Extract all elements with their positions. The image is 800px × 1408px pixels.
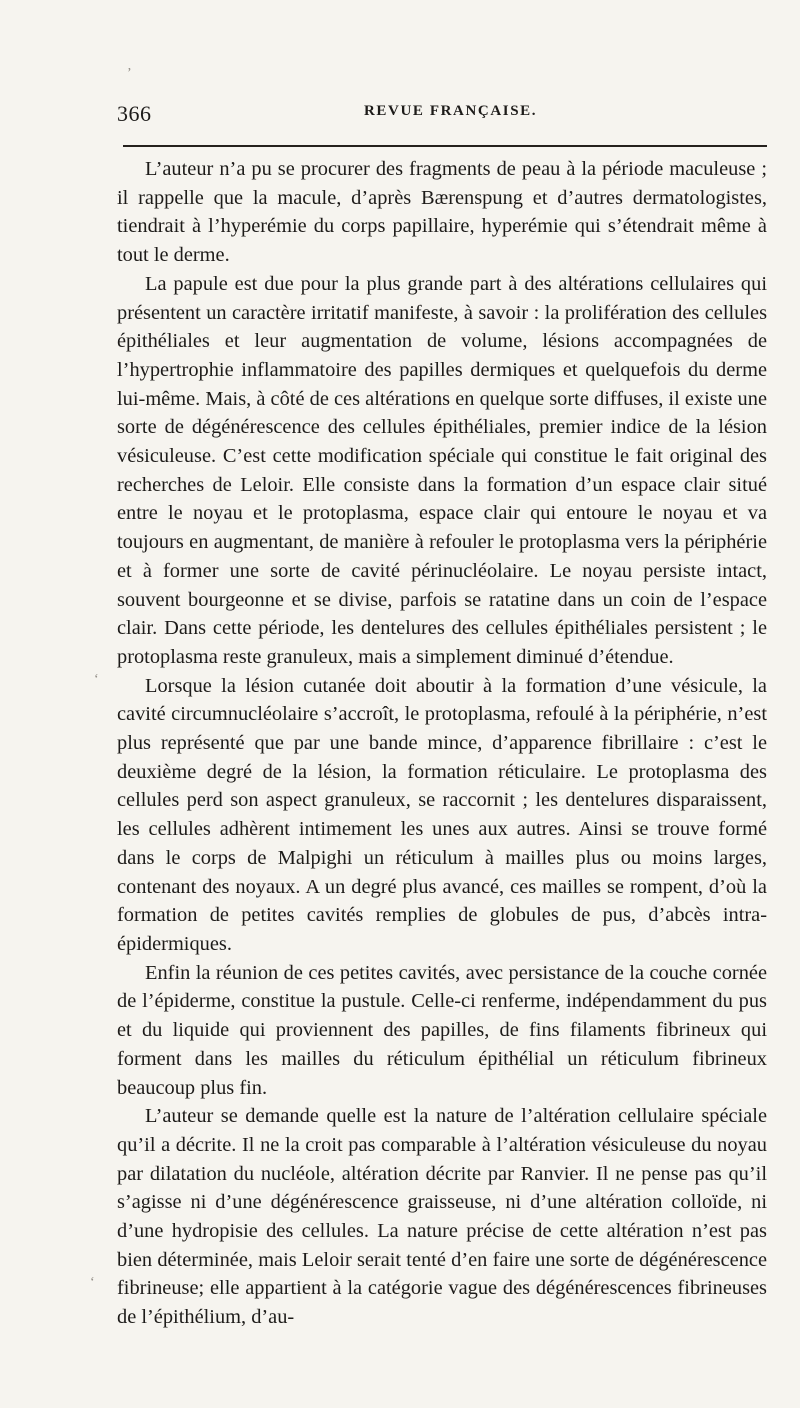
page-number: 366 (117, 101, 152, 126)
paragraph: Lorsque la lésion cutanée doit aboutir à la formation d’une vésicule, la cavité circumnucléolaire s’accroît, le protoplasma, refoulé à la périphérie, n’est plus représenté que par une bande mince, d’apparence fibrillaire : c’est le deuxième degré de la lésion, la formation réticulaire. Le protoplasma des cellules perd son aspect granuleux, se raccornit ; les dentelures disparaissent, les cellules adhèrent intimement les unes aux autres. Ainsi se trouve formé dans le corps de Malpighi un réticulum à mailles plus ou moins larges, contenant des noyaux. A un degré plus avancé, ces mailles se rompent, d’où la formation de petites cavités remplies de globules de pus, d’abcès intra-épidermiques. (117, 674, 767, 955)
paragraph: La papule est due pour la plus grande part à des altérations cellulaires qui présentent un caractère irritatif manifeste, à savoir : la prolifération des cellules épithéliales et leur augmentation de volume, lésions accompagnées de l’hypertrophie inflammatoire des papilles dermiques et quelquefois du derme lui-même. Mais, à côté de ces altérations en quelque sorte diffuses, il existe une sorte de dégénérescence des cellules épithéliales, premier indice de la lésion vésiculeuse. C’est cette modification spéciale qui constitue le fait original des recherches de Leloir. Elle consiste dans la formation d’un espace clair situé entre le noyau et le protoplasma, espace clair qui entoure le noyau et va toujours en augmentant, de manière à refouler le protoplasma vers la périphérie et à former une sorte de cavité périnucléolaire. Le noyau persiste intact, souvent bourgeonne et se divise, parfois se ratatine dans un coin de l’espace clair. Dans cette période, les dentelures des cellules épithéliales persistent ; le protoplasma reste granuleux, mais a simplement diminué d’étendue. (117, 272, 767, 668)
paragraph: L’auteur n’a pu se procurer des fragments de peau à la période maculeuse ; il rappelle que la macule, d’après Bærenspung et d’autres dermatologistes, tiendrait à l’hyperémie du corps papillaire, hyperémie qui s’étendrait même à tout le derme. (117, 158, 767, 267)
page-mark: ʼ (127, 66, 132, 81)
page-header (117, 101, 767, 141)
paragraph: L’auteur se demande quelle est la nature de l’altération cellulaire spéciale qu’il a décrite. Il ne la croit pas comparable à l’altération vésiculeuse du noyau par dilatation du nucléole, altération décrite par Ranvier. Il ne pense pas qu’il s’agisse ni d’une dégénérescence graisseuse, ni d’une altération colloïde, ni d’une hydropisie des cellules. La nature précise de cette altération n’est pas bien déterminée, mais Leloir serait tenté d’en faire une sorte de dégénérescence fibrineuse; elle appartient à la catégorie vague des dégénérescences fibrineuses de l’épithélium, d’au- (117, 1105, 767, 1329)
page-mark: ʻ (94, 672, 99, 687)
running-title: REVUE FRANÇAISE. (364, 103, 538, 119)
paragraph: Enfin la réunion de ces petites cavités, avec persistance de la couche cornée de l’épiderme, constitue la pustule. Celle-ci renferme, indépendamment du pus et du liquide qui proviennent des papilles, de fins filaments fibrineux qui forment dans les mailles du réticulum épithélial un réticulum fibrineux beaucoup plus fin. (117, 961, 767, 1099)
article-text (117, 155, 767, 1332)
header-rule (123, 145, 767, 147)
page-mark: ʻ (90, 1275, 95, 1290)
